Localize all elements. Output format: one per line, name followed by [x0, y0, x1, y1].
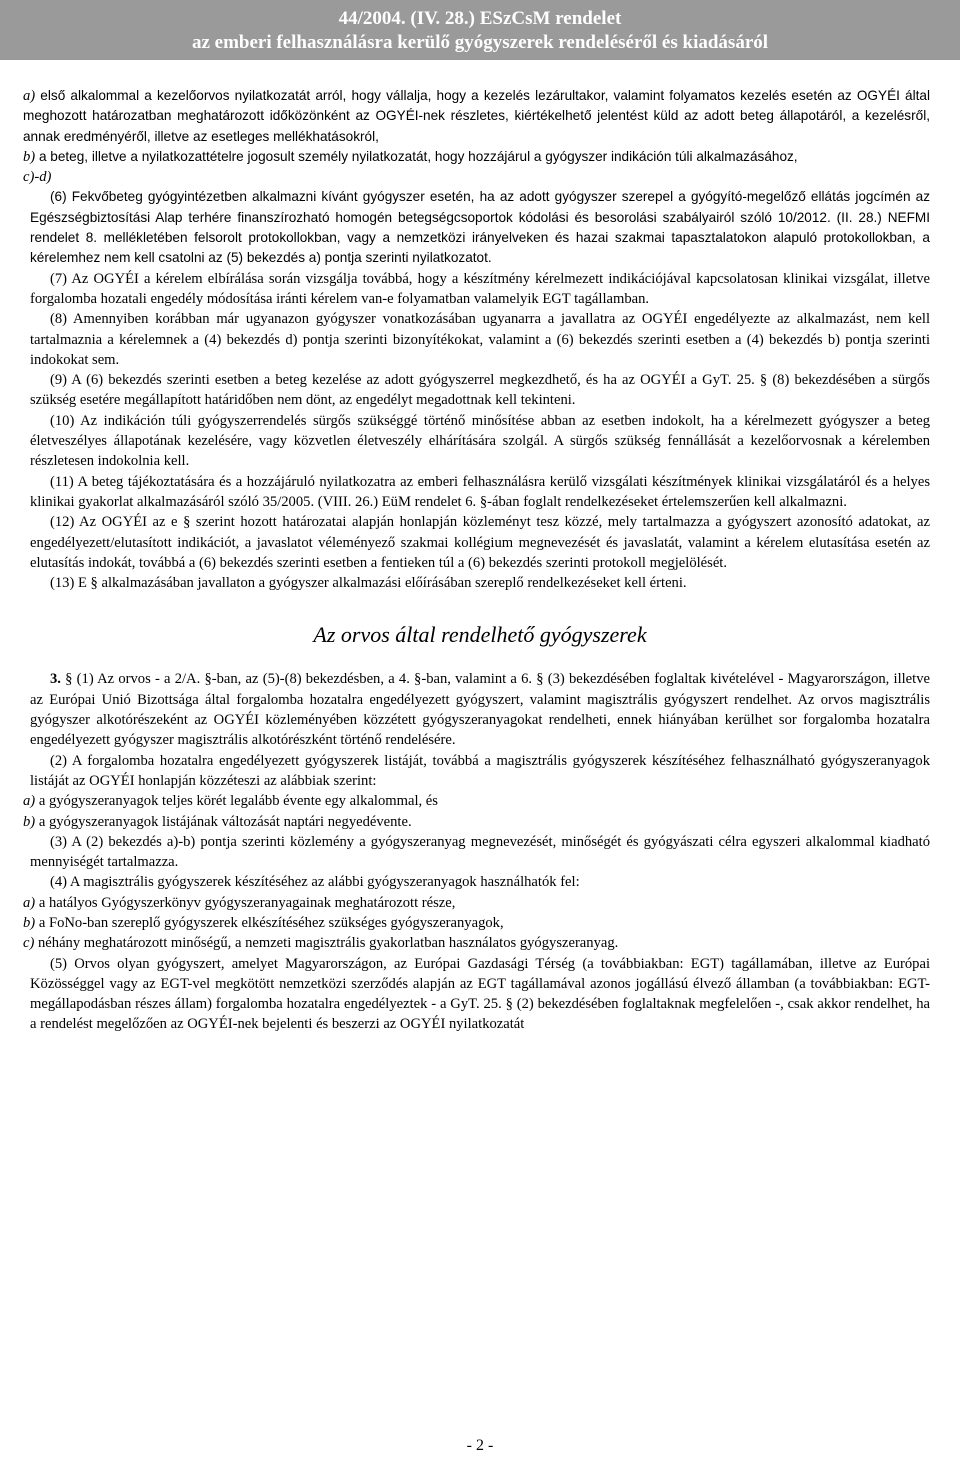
paragraph-text: (12) Az OGYÉI az e § szerint hozott határozatai alapján honlapján közleményt tesz közzé, mely tartalmazza a gyógyszert azonosító adatokat, az engedélyezett/elutasított indikációt, a javaslatot véleményező szakmai kollégium megnevezését és javaslatát, valamint a kérelem elutasítása esetén az elutasítás indokát, továbbá a (6) bekezdés szerinti esetben a fentieken túl a (6) bekezdés szerinti protokoll megjelölését.: [30, 514, 930, 571]
paragraph-label: a): [23, 793, 36, 810]
paragraph-s3p4b: [0, 913, 960, 933]
section-number: 3.: [50, 671, 61, 688]
paragraph-text: a FoNo-ban szereplő gyógyszerek elkészítéséhez szükséges gyógyszeranyagok,: [35, 914, 504, 931]
paragraph-s3p2: [0, 751, 960, 792]
paragraph-text: a gyógyszeranyagok teljes körét legalább évente egy alkalommal, és: [35, 793, 438, 810]
paragraph-text: (13) E § alkalmazásában javallaton a gyógyszer alkalmazási előírásában szereplő rendelkezéseket kell érteni.: [50, 575, 687, 592]
paragraph-text: (9) A (6) bekezdés szerinti esetben a beteg kezelése az adott gyógyszerrel megkezdhető, és ha az OGYÉI a GyT. 25. § (8) bekezdésében a sürgős szükség esetére megállapított határidőben nem dönt, az engedélyt megadottnak kell tekinteni.: [30, 372, 930, 409]
paragraph-group-2: [0, 669, 960, 1034]
paragraph-p6: [0, 187, 960, 268]
paragraph-text: (3) A (2) bekezdés a)-b) pontja szerinti közlemény a gyógyszeranyag megnevezését, minőségét és gyógyászati célra egyszeri alkalommal kiadható mennyiségét tartalmazza.: [30, 833, 930, 871]
paragraph-p7: [0, 269, 960, 310]
header-subtitle: az emberi felhasználásra kerülő gyógyszerek rendeléséről és kiadásáról: [191, 32, 769, 53]
document-header: [0, 0, 960, 60]
paragraph-text: (4) A magisztrális gyógyszerek készítéséhez az alábbi gyógyszeranyagok használhatók fel:: [50, 874, 580, 891]
paragraph-label: b): [23, 148, 36, 165]
paragraph-s3p4c: [0, 933, 960, 953]
paragraph-text: (6) Fekvőbeteg gyógyintézetben alkalmazni kívánt gyógyszer esetén, ha az adott gyógyszer szerepel a gyógyító-megelőző ellátás jogcímén az Egészségbiztosítási Alap terhére finanszírozható homogén betegségcsoportok kódolási és besorolási szabályairól szóló 10/2012. (II. 28.) NEFMI rendelet 8. mellékletében felsorolt protokollokban, vagy a nemzetközi irányelveken és hazai szakmai tapasztalatokon alapuló protokollokban, a kérelemhez nem kell csatolni az (5) bekezdés a) pontja szerinti nyilatkozatot.: [30, 189, 930, 266]
paragraph-text: a hatályos Gyógyszerkönyv gyógyszeranyagainak meghatározott része,: [35, 894, 456, 911]
paragraph-p11: [0, 472, 960, 513]
paragraph-p10: [0, 411, 960, 472]
paragraph-s3p2b: [0, 812, 960, 832]
paragraph-label: a): [23, 894, 36, 911]
paragraph-text: (10) Az indikáción túli gyógyszerrendelés sürgős szükséggé történő minősítése abban az esetben indokolt, ha a kérelmezett gyógyszer a beteg életveszélyes állapotának kezelésére, vagy közvetlen életveszély elhárítására szolgál. A sürgős szükség fennállását a kezelőorvosnak a kérelemben részletesen indokolnia kell.: [30, 412, 930, 470]
paragraph-s3p2a: [0, 791, 960, 811]
paragraph-text: (7) Az OGYÉI a kérelem elbírálása során vizsgálja továbbá, hogy a készítmény kérelmezett indikációjával kapcsolatosan klinikai vizsgálat, illetve forgalomba hozatali engedély módosítása iránti kérelem van-e folyamatban valamelyik EGT tagállamban.: [30, 270, 930, 307]
paragraph-s3p4a: [0, 893, 960, 913]
paragraph-group-1: [0, 86, 960, 593]
paragraph-p8: [0, 309, 960, 370]
paragraph-a4: [0, 86, 960, 147]
paragraph-b4: [0, 147, 960, 167]
paragraph-label: b): [23, 914, 36, 931]
paragraph-s3p1: [0, 669, 960, 750]
paragraph-cd: [0, 167, 960, 187]
paragraph-label: a): [23, 88, 36, 104]
paragraph-p12: [0, 512, 960, 573]
page-number: - 2 -: [466, 1437, 494, 1454]
paragraph-text: (8) Amennyiben korábban már ugyanazon gyógyszer vonatkozásában ugyanarra a javallatra az OGYÉI engedélyezte az alkalmazást, nem kell tartalmaznia a kérelemnek a (4) bekezdés d) pontja szerinti bizonyítékokat, valamint a (6) bekezdés szerinti esetben a (4) bekezdés b) pontja szerinti indokokat sem.: [30, 311, 930, 368]
paragraph-text: (5) Orvos olyan gyógyszert, amelyet Magyarországon, az Európai Gazdasági Térség (a továbbiakban: EGT) tagállamában, illetve az Európai Közösséggel vagy az EGT-vel megkötött nemzetközi szerződés alapján az EGT tagállamával azonos jogállású élvező államban (a továbbiakban: EGT-megállapodásban részes állam) forgalomba hozatalra engedélyeztek - a GyT. 25. § (2) bekezdésében foglaltaknak megfelelően -, csak akkor rendelhet, ha a rendelést megelőzően az OGYÉI-nek bejelenti és beszerzi az OGYÉI nyilatkozatát: [30, 955, 930, 1033]
paragraph-s3p4: [0, 872, 960, 892]
paragraph-label: c): [23, 935, 35, 952]
paragraph-text: § (1) Az orvos - a 2/A. §-ban, az (5)-(8) bekezdésben, a 4. §-ban, valamint a 6. § (3) bekezdésében foglaltak kivételével - Magyarországon, illetve az Európai Unió Bizottsága által forgalomba hozatalra engedélyezett gyógyszert, valamint magisztrális gyógyszert rendelhet. Az orvos magisztrális gyógyszer alkotórészeként az OGYÉI közleményében közzétett gyógyszeranyagokat rendelheti, ennek hiányában kerülhet sor forgalomba hozatalra engedélyezett gyógyszer magisztrális alkotórészként történő rendelésére.: [30, 671, 930, 749]
paragraph-text: (11) A beteg tájékoztatására és a hozzájáruló nyilatkozatra az emberi felhasználásra kerülő vizsgálati készítmények klinikai vizsgálatáról és a helyes klinikai gyakorlat alkalmazásáról szóló 35/2005. (VIII. 26.) EüM rendelet 6. §-ában foglalt rendelkezéseket értelemszerűen kell alkalmazni.: [30, 473, 930, 510]
paragraph-s3p3: [0, 832, 960, 873]
section-title: Az orvos által rendelhető gyógyszerek: [313, 622, 647, 648]
paragraph-label: b): [23, 813, 36, 830]
document-body: [0, 60, 960, 1035]
paragraph-text: a beteg, illetve a nyilatkozattételre jogosult személy nyilatkozatát, hogy hozzájárul a gyógyszer indikáción túli alkalmazásához,: [35, 148, 798, 164]
paragraph-text: (2) A forgalomba hozatalra engedélyezett gyógyszerek listáját, továbbá a magisztrális gyógyszerek készítéséhez felhasználható gyógyszeranyagok listáját az OGYÉI honlapján közzéteszi az alábbiak szerint:: [30, 752, 930, 789]
paragraph-label: c)-d): [23, 169, 52, 186]
paragraph-text: első alkalommal a kezelőorvos nyilatkozatát arról, hogy vállalja, hogy a kezelés lezárultakor, valamint folyamatos kezelés esetén az OGYÉI által meghozott határozatban meghatározott időközönként az OGYÉI-nek részletes, kiértékelhető jelentést küld az adott beteg állapotáról, a kezelésről, annak eredményéről, illetve az esetleges mellékhatásokról,: [23, 88, 930, 144]
paragraph-s3p5: [0, 954, 960, 1035]
header-title: 44/2004. (IV. 28.) ESzCsM rendelet: [338, 8, 622, 29]
paragraph-text: a gyógyszeranyagok listájának változását naptári negyedévente.: [35, 813, 412, 830]
paragraph-p9: [0, 370, 960, 411]
paragraph-text: néhány meghatározott minőségű, a nemzeti magisztrális gyakorlatban használatos gyógyszeranyag.: [34, 935, 619, 952]
paragraph-p13: [0, 573, 960, 593]
